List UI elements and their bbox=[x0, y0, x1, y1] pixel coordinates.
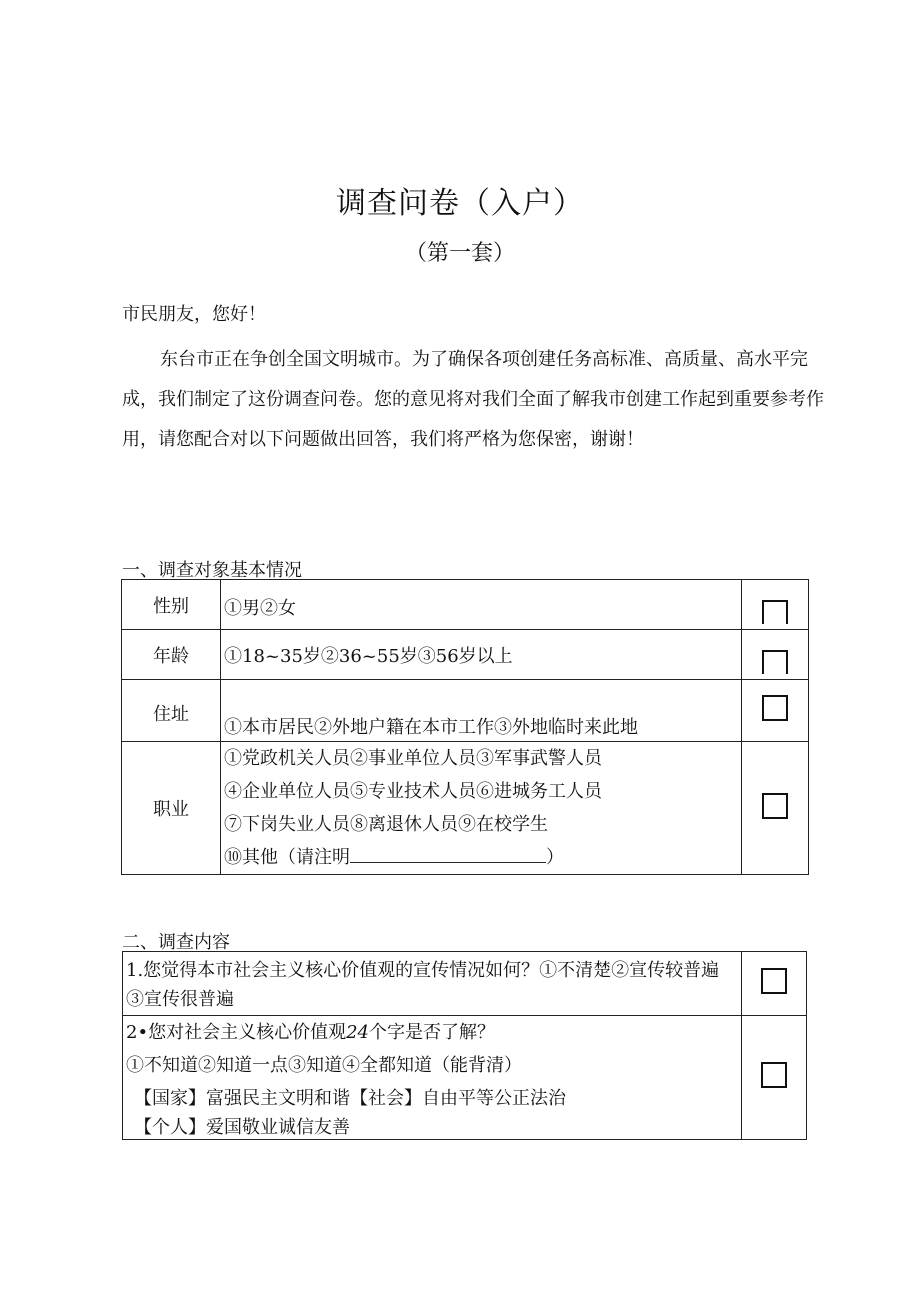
age-checkbox[interactable] bbox=[762, 650, 788, 674]
occupation-checkbox[interactable] bbox=[762, 793, 788, 819]
age-label: 年龄 bbox=[122, 630, 221, 680]
basic-info-table bbox=[121, 579, 809, 875]
section2-heading: 二、调查内容 bbox=[122, 932, 230, 953]
table-row bbox=[123, 952, 807, 1016]
q2-national-society-line: 【国家】富强民主文明和谐【社会】自由平等公正法治 bbox=[134, 1088, 566, 1109]
q2-number: 24 bbox=[346, 1022, 369, 1043]
q2-prefix: 2•您对社会主义核心价值观 bbox=[126, 1022, 347, 1043]
occupation-label: 职业 bbox=[122, 742, 221, 875]
q2-suffix: 个字是否了解？ bbox=[368, 1022, 495, 1043]
address-label: 住址 bbox=[122, 680, 221, 742]
occupation-line: ④企业单位人员⑤专业技术人员⑥进城务工人员 bbox=[224, 781, 602, 802]
q2-cell bbox=[123, 1016, 742, 1140]
occupation-other-close: ） bbox=[546, 847, 564, 868]
q2-personal-line: 【个人】爱国敬业诚信友善 bbox=[134, 1117, 350, 1138]
table-row bbox=[122, 680, 809, 742]
table-row bbox=[122, 742, 809, 875]
age-options: ①18~35岁②36~55岁③56岁以上 bbox=[221, 630, 742, 680]
table-row bbox=[123, 1016, 807, 1140]
occupation-options bbox=[221, 742, 742, 875]
intro-paragraph: 东台市正在争创全国文明城市。为了确保各项创建任务高标准、高质量、高水平完成，我们制定了这份调查问卷。您的意见将对我们全面了解我市创建工作起到重要参考作用，请您配合对以下问题做出回答，我们将严格为您保密，谢谢！ bbox=[122, 349, 824, 450]
occupation-other-label: ⑩其他（请注明 bbox=[224, 847, 350, 868]
gender-checkbox[interactable] bbox=[762, 600, 788, 624]
occupation-line: ⑦下岗失业人员⑧离退休人员⑨在校学生 bbox=[224, 814, 548, 835]
occupation-other-input[interactable] bbox=[350, 848, 546, 863]
table-row bbox=[122, 580, 809, 630]
page-subtitle: （第一套） bbox=[404, 241, 515, 266]
q1-text: 1.您觉得本市社会主义核心价值观的宣传情况如何？①不清楚②宣传较普遍③宣传很普遍 bbox=[123, 952, 742, 1016]
survey-content-table bbox=[122, 951, 807, 1140]
q2-options: ①不知道②知道一点③知道④全都知道（能背清） bbox=[126, 1055, 522, 1076]
address-options: ①本市居民②外地户籍在本市工作③外地临时来此地 bbox=[221, 680, 742, 742]
table-row bbox=[122, 630, 809, 680]
gender-label: 性别 bbox=[122, 580, 221, 630]
gender-options: ①男②女 bbox=[221, 580, 742, 630]
section1-heading: 一、调查对象基本情况 bbox=[122, 560, 302, 581]
q2-checkbox[interactable] bbox=[761, 1062, 787, 1088]
address-checkbox[interactable] bbox=[762, 695, 788, 721]
occupation-line: ①党政机关人员②事业单位人员③军事武警人员 bbox=[224, 748, 602, 769]
q1-checkbox[interactable] bbox=[761, 968, 787, 994]
page-title: 调查问卷（入户） bbox=[336, 186, 584, 221]
greeting: 市民朋友，您好！ bbox=[122, 304, 266, 325]
